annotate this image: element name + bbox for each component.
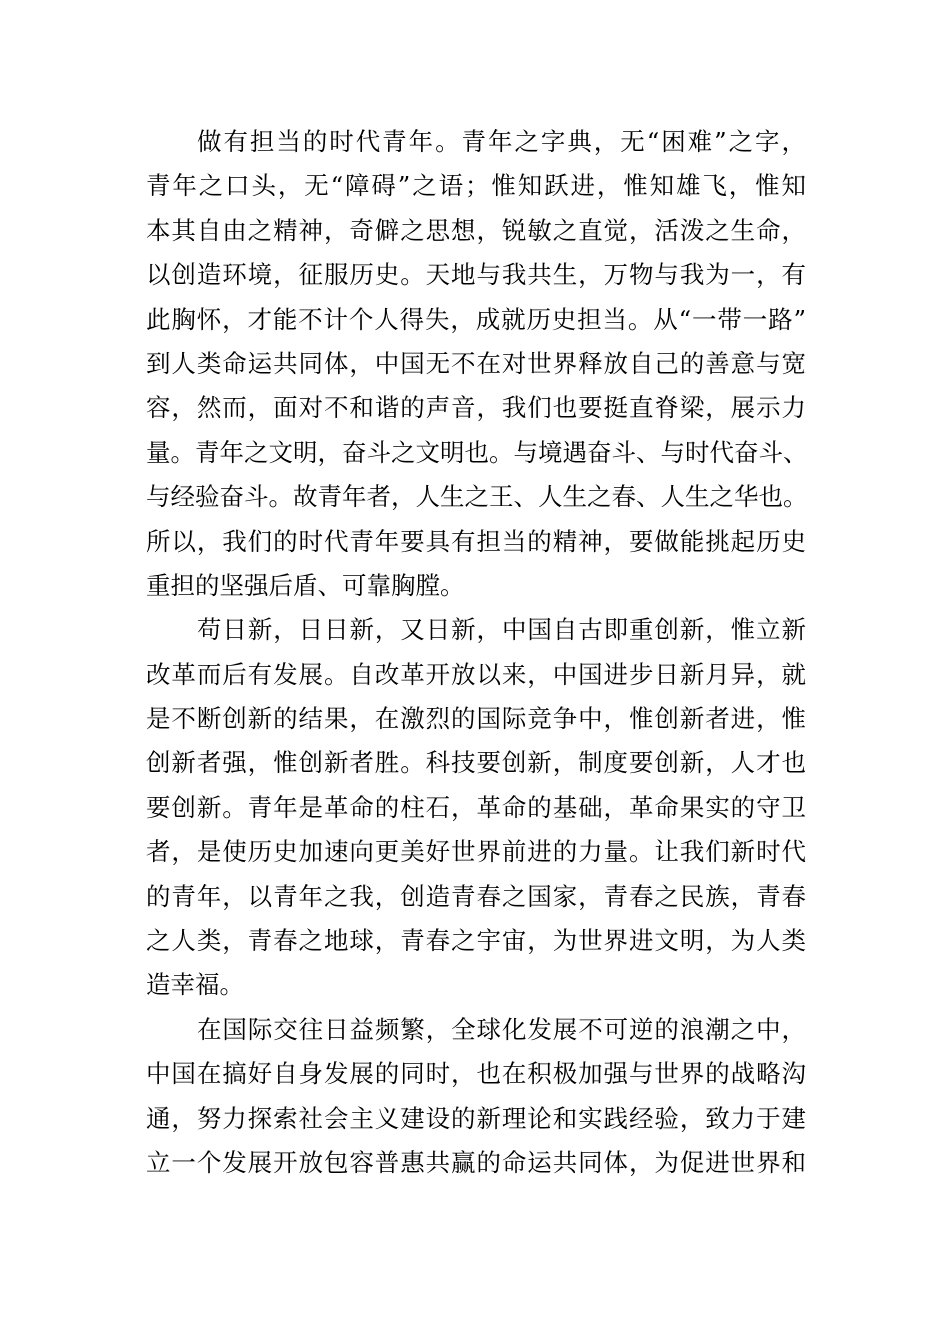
paragraph-1-line-9: 与经验奋斗。故青年者，人生之王、人生之春、人生之华也。 bbox=[146, 482, 808, 512]
paragraph-1-line-3: 本其自由之精神，奇僻之思想，锐敏之直觉，活泼之生命， bbox=[146, 215, 806, 245]
paragraph-3-line-1: 在国际交往日益频繁，全球化发展不可逆的浪潮之中， bbox=[197, 1014, 806, 1044]
paragraph-2-line-3: 是不断创新的结果，在激烈的国际竞争中，惟创新者进，惟 bbox=[146, 704, 806, 734]
paragraph-2-line-9: 造幸福。 bbox=[146, 970, 244, 1000]
paragraph-2-line-8: 之人类，青春之地球，青春之宇宙，为世界进文明，为人类 bbox=[146, 926, 806, 956]
paragraph-2-line-1: 苟日新，日日新，又日新，中国自古即重创新，惟立新 bbox=[197, 615, 806, 645]
paragraph-2-line-6: 者，是使历史加速向更美好世界前进的力量。让我们新时代 bbox=[146, 837, 806, 867]
paragraph-1-line-6: 到人类命运共同体，中国无不在对世界释放自己的善意与宽 bbox=[146, 348, 806, 378]
paragraph-1-line-7: 容，然而，面对不和谐的声音，我们也要挺直脊梁，展示力 bbox=[146, 393, 806, 423]
paragraph-1-line-2: 青年之口头，无“障碍”之语；惟知跃进，惟知雄飞，惟知 bbox=[146, 171, 806, 201]
document-body bbox=[146, 120, 806, 1185]
paragraph-1-line-5: 此胸怀，才能不计个人得失，成就历史担当。从“一带一路” bbox=[146, 304, 806, 334]
paragraph-2-line-5: 要创新。青年是革命的柱石，革命的基础，革命果实的守卫 bbox=[146, 792, 806, 822]
paragraph-2-line-7: 的青年，以青年之我，创造青春之国家，青春之民族，青春 bbox=[146, 881, 806, 911]
paragraph-3-line-4: 立一个发展开放包容普惠共赢的命运共同体，为促进世界和 bbox=[146, 1147, 806, 1177]
paragraph-1-line-4: 以创造环境，征服历史。天地与我共生，万物与我为一，有 bbox=[146, 260, 806, 290]
paragraph-1-line-11: 重担的坚强后盾、可靠胸膛。 bbox=[146, 570, 465, 600]
paragraph-2-line-4: 创新者强，惟创新者胜。科技要创新，制度要创新，人才也 bbox=[146, 748, 806, 778]
paragraph-3-line-2: 中国在搞好自身发展的同时，也在积极加强与世界的战略沟 bbox=[146, 1059, 806, 1089]
paragraph-1-line-1: 做有担当的时代青年。青年之字典，无“困难”之字， bbox=[197, 127, 806, 156]
paragraph-1-line-8: 量。青年之文明，奋斗之文明也。与境遇奋斗、与时代奋斗、 bbox=[146, 437, 808, 467]
paragraph-2-line-2: 改革而后有发展。自改革开放以来，中国进步日新月异，就 bbox=[146, 659, 806, 689]
paragraph-3-line-3: 通，努力探索社会主义建设的新理论和实践经验，致力于建 bbox=[146, 1103, 806, 1133]
paragraph-1-line-10: 所以，我们的时代青年要具有担当的精神，要做能挑起历史 bbox=[146, 526, 806, 556]
